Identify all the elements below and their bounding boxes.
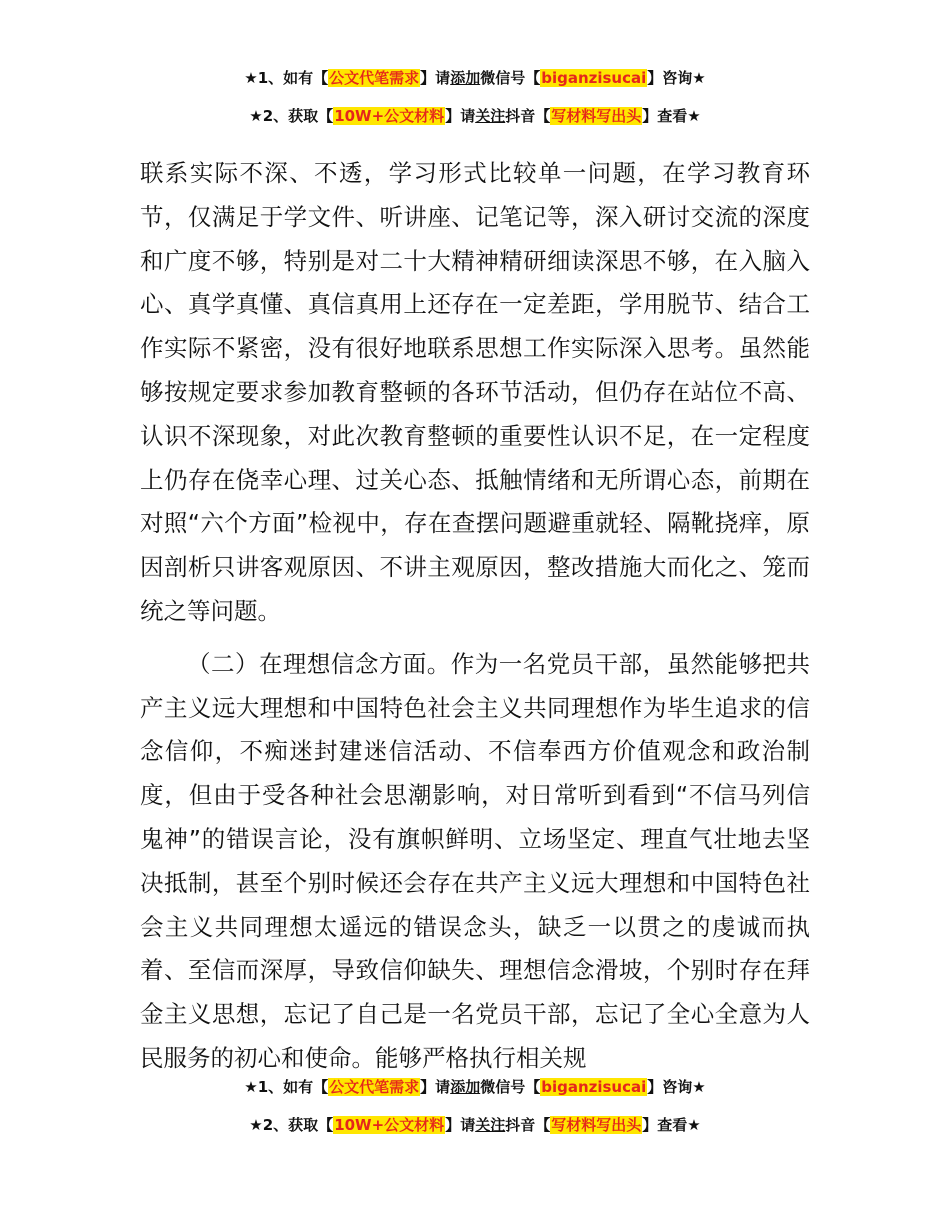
header-line-2-prefix: ★2、获取【: [249, 107, 334, 125]
footer-line-2-suffix: 】查看★: [642, 1116, 701, 1134]
header-line-2-underlined: 关注: [475, 107, 506, 125]
header-line-2: [0, 106, 950, 126]
footer-line-1-prefix: ★1、如有【: [244, 1078, 329, 1096]
footer-line-2-highlight-materials: 10W+公文材料: [334, 1116, 445, 1134]
footer-line-2-mid2: 抖音【: [505, 1116, 551, 1134]
header-line-1-highlight-service: 公文代笔需求: [329, 69, 420, 87]
footer-line-1-suffix: 】咨询★: [647, 1078, 706, 1096]
header-line-2-mid: 】请: [445, 107, 476, 125]
header-line-2-suffix: 】查看★: [642, 107, 701, 125]
footer-line-2-mid: 】请: [445, 1116, 476, 1134]
header-line-1-underlined: 添加: [450, 69, 481, 87]
footer-line-1-mid: 】请: [420, 1078, 451, 1096]
body-paragraph-2: （二）在理想信念方面。作为一名党员干部，虽然能够把共产主义远大理想和中国特色社会主义共同理想作为毕生追求的信念信仰，不痴迷封建迷信活动、不信奉西方价值观念和政治制度，但由于受各种社会思潮影响，对日常听到看到“不信马列信鬼神”的错误言论，没有旗帜鲜明、立场坚定、理直气壮地去坚决抵制，甚至个别时候还会存在共产主义远大理想和中国特色社会主义共同理想太遥远的错误念头，缺乏一以贯之的虔诚而执着、至信而深厚，导致信仰缺失、理想信念滑坡，个别时存在拜金主义思想，忘记了自己是一名党员干部，忘记了全心全意为人民服务的初心和使命。能够严格执行相关规: [140, 649, 810, 1072]
header-line-2-highlight-materials: 10W+公文材料: [334, 107, 445, 125]
footer-line-2-highlight-douyin: 写材料写出头: [551, 1116, 642, 1134]
footer-line-1-underlined: 添加: [450, 1078, 481, 1096]
footer-line-1-mid2: 微信号【: [480, 1078, 541, 1096]
body-paragraph-1: 联系实际不深、不透，学习形式比较单一问题，在学习教育环节，仅满足于学文件、听讲座、记笔记等，深入研讨交流的深度和广度不够，特别是对二十大精神精研细读深思不够，在入脑入心、真学真懂、真信真用上还存在一定差距，学用脱节、结合工作实际不紧密，没有很好地联系思想工作实际深入思考。虽然能够按规定要求参加教育整顿的各环节活动，但仍存在站位不高、认识不深现象，对此次教育整顿的重要性认识不足，在一定程度上仍存在侥幸心理、过关心态、抵触情绪和无所谓心态，前期在对照“六个方面”检视中，存在查摆问题避重就轻、隔靴挠痒，原因剖析只讲客观原因、不讲主观原因，整改措施大而化之、笼而统之等问题。: [140, 159, 810, 625]
header-line-2-mid2: 抖音【: [505, 107, 551, 125]
header-line-1: [0, 68, 950, 88]
footer-line-1: [0, 1077, 950, 1097]
footer-line-2-prefix: ★2、获取【: [249, 1116, 334, 1134]
header-line-1-highlight-wechat: biganzisucai: [541, 69, 647, 87]
document-body: [140, 152, 810, 1081]
header-line-1-suffix: 】咨询★: [647, 69, 706, 87]
footer-line-2: [0, 1115, 950, 1135]
header-line-1-mid2: 微信号【: [480, 69, 541, 87]
header-line-1-prefix: ★1、如有【: [244, 69, 329, 87]
footer-line-1-highlight-wechat: biganzisucai: [541, 1078, 647, 1096]
footer-line-2-underlined: 关注: [475, 1116, 506, 1134]
footer-line-1-highlight-service: 公文代笔需求: [329, 1078, 420, 1096]
header-line-2-highlight-douyin: 写材料写出头: [551, 107, 642, 125]
header-line-1-mid: 】请: [420, 69, 451, 87]
